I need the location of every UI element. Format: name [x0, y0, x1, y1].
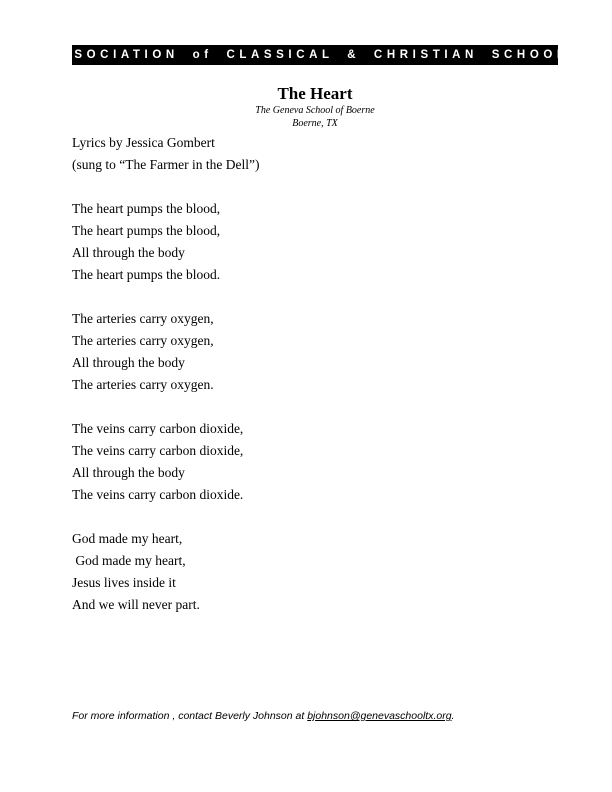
verse-2-line-2: The arteries carry oxygen, [72, 333, 214, 348]
verse-4-line-3: Jesus lives inside it [72, 575, 176, 590]
verse-3-line-2: The veins carry carbon dioxide, [72, 443, 244, 458]
verse-1-line-3: All through the body [72, 245, 185, 260]
verse-4-line-4: And we will never part. [72, 597, 200, 612]
footer [72, 709, 558, 723]
verse-3-line-4: The veins carry carbon dioxide. [72, 487, 244, 502]
header-banner [49, 45, 581, 65]
spacer [72, 396, 558, 418]
contact-email-link[interactable]: bjohnson@genevaschooltx.org [307, 710, 452, 722]
author-credit: Lyrics by Jessica Gombert [72, 135, 215, 150]
spacer [72, 286, 558, 308]
verse-1-line-2: The heart pumps the blood, [72, 223, 221, 238]
spacer [72, 176, 558, 198]
title-block [72, 84, 558, 130]
footer-end: . [451, 710, 455, 722]
verse-4-line-1: God made my heart, [72, 531, 183, 546]
verse-4-line-2: God made my heart, [72, 553, 186, 568]
school-name: The Geneva School of Boerne [255, 105, 375, 116]
banner-text: ASSOCIATION of CLASSICAL & CHRISTIAN SCHOOLS [49, 49, 581, 61]
verse-2-line-1: The arteries carry oxygen, [72, 311, 214, 326]
verse-3-line-1: The veins carry carbon dioxide, [72, 421, 244, 436]
verse-2-line-4: The arteries carry oxygen. [72, 377, 214, 392]
lyrics-body [72, 132, 558, 616]
verse-2-line-3: All through the body [72, 355, 185, 370]
document-title: The Heart [277, 84, 353, 103]
school-location: Boerne, TX [292, 118, 338, 129]
verse-1-line-1: The heart pumps the blood, [72, 201, 221, 216]
verse-1-line-4: The heart pumps the blood. [72, 267, 221, 282]
verse-3-line-3: All through the body [72, 465, 185, 480]
footer-text: For more information , contact Beverly Johnson at [72, 710, 308, 722]
spacer [72, 506, 558, 528]
tune-credit: (sung to “The Farmer in the Dell”) [72, 157, 260, 172]
